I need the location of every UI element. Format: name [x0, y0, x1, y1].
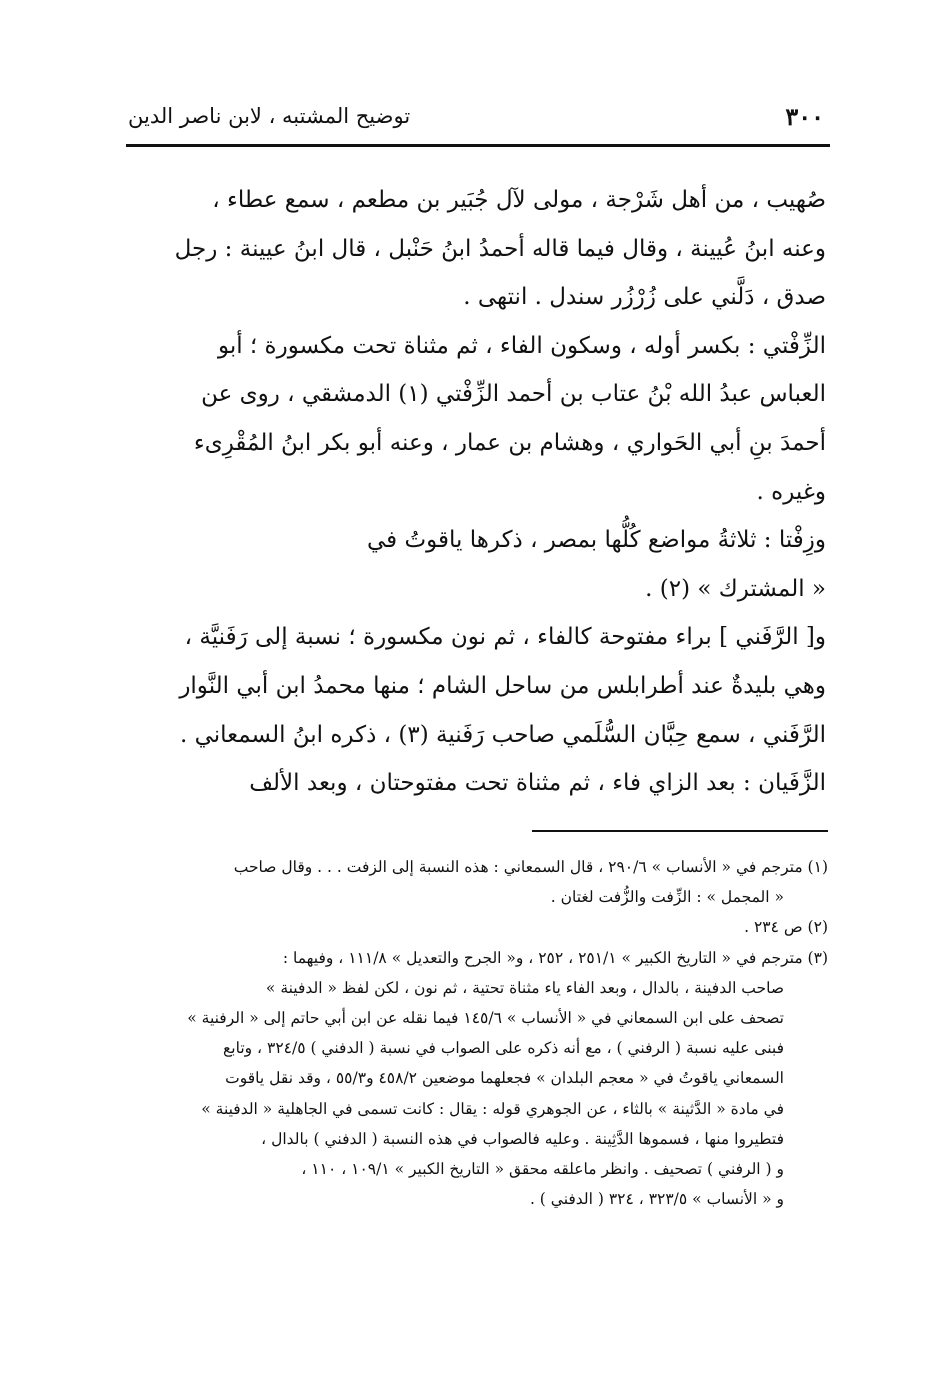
- text-line: العباس عبدُ الله بْنُ عتاب بن أحمد الزِّفْتي (١) الدمشقي ، روى عن: [201, 381, 826, 408]
- footnote-3-continued: فتطيروا منها ، فسموها الدَّثِينة . وعليه فالصواب في هذه النسبة ( الدفني ) بالدال ،: [261, 1129, 784, 1148]
- footnote-2: (٢) ص ٢٣٤ .: [744, 918, 828, 937]
- text-line: وهي بليدةٌ عند أطرابلس من ساحل الشام ؛ منها محمدُ ابن أبي النَّوار: [179, 672, 826, 699]
- footnote-3-continued: تصحف على ابن السمعاني في « الأنساب » ١٤٥/٦ فيما نقله عن ابن أبي حاتم إلى « الرفنية »: [187, 1008, 784, 1027]
- text-line: أحمدَ بنِ أبي الحَواري ، وهشام بن عمار ، وعنه أبو بكر ابنُ المُقْرِىء: [193, 429, 826, 456]
- entry-zafayan-line: الزَّفَيان : بعد الزاي فاء ، ثم مثناة تحت مفتوحتان ، وبعد الألف: [249, 770, 826, 797]
- main-text: [128, 176, 826, 808]
- page-header: [128, 98, 826, 138]
- footnote-1-continued: « المجمل » : الزِّفت والزُّفت لغتان .: [550, 888, 784, 907]
- footnote-3-continued: و « الأنساب » ٣٢٣/٥ ، ٣٢٤ ( الدفني ) .: [529, 1190, 784, 1209]
- footnote-3: (٣) مترجم في « التاريخ الكبير » ٢٥١/١ ، ٢٥٢ ، و« الجرح والتعديل » ١١١/٨ ، وفيهما :: [282, 948, 828, 967]
- text-line: صُهيب ، من أهل شَرْجة ، مولى لآل جُبَير بن مطعم ، سمع عطاء ،: [212, 187, 826, 213]
- entry-zifta-line: وزِفْتا : ثلاثةُ مواضع كُلُّها بمصر ، ذكرها ياقوتُ في: [367, 527, 826, 554]
- page-number: ٣٠٠: [785, 102, 824, 131]
- header-rule: [126, 144, 830, 147]
- footnote-3-continued: في مادة « الدَّثينة » بالثاء ، عن الجوهري قوله : يقال : كانت تسمى في الجاهلية « الدفينة »: [201, 1099, 784, 1118]
- footnote-1: (١) مترجم في « الأنساب » ٢٩٠/٦ ، قال السمعاني : هذه النسبة إلى الزفت . . . وقال صاحب: [233, 858, 828, 876]
- footnote-rule: [532, 830, 828, 832]
- footnote-3-continued: فبنى عليه نسبة ( الرفني ) ، مع أنه ذكره على الصواب في نسبة ( الدفني ) ٣٢٤/٥ ، وتابع: [223, 1039, 784, 1058]
- running-title: توضيح المشتبه ، لابن ناصر الدين: [128, 104, 411, 128]
- footnotes: [128, 852, 828, 1214]
- entry-zifti-line: الزِّفْتي : بكسر أوله ، وسكون الفاء ، ثم مثناة تحت مكسورة ؛ أبو: [217, 332, 826, 359]
- footnote-3-continued: صاحب الدفينة ، بالدال ، وبعد الفاء ياء مثناة تحتية ، ثم نون ، لكن لفظ « الدفينة »: [265, 978, 784, 997]
- footnote-3-continued: السمعاني ياقوتُ في « معجم البلدان » فجعلهما موضعين ٤٥٨/٢ و٥٥/٣ ، وقد نقل ياقوت: [225, 1069, 784, 1088]
- text-line: وغيره .: [756, 478, 826, 505]
- text-line: صدق ، دَلَّني على زُرْزُر سندل . انتهى .: [463, 284, 826, 311]
- text-line: وعنه ابنُ عُيينة ، وقال فيما قاله أحمدُ ابنُ حَنْبل ، قال ابنُ عيينة : رجل: [174, 235, 826, 262]
- text-line: الرَّفَني ، سمع حِبَّان السُّلَمي صاحب رَفَنية (٣) ، ذكره ابنُ السمعاني .: [179, 721, 826, 748]
- entry-rafani-line: و[ الرَّفَني ] براء مفتوحة كالفاء ، ثم نون مكسورة ؛ نسبة إلى رَفَنيَّة ،: [184, 624, 826, 651]
- text-line: « المشترك » (٢) .: [645, 575, 826, 602]
- footnote-3-continued: و ( الرفني ) تصحيف . وانظر ماعلقه محقق « التاريخ الكبير » ١٠٩/١ ، ١١٠ ،: [301, 1159, 784, 1178]
